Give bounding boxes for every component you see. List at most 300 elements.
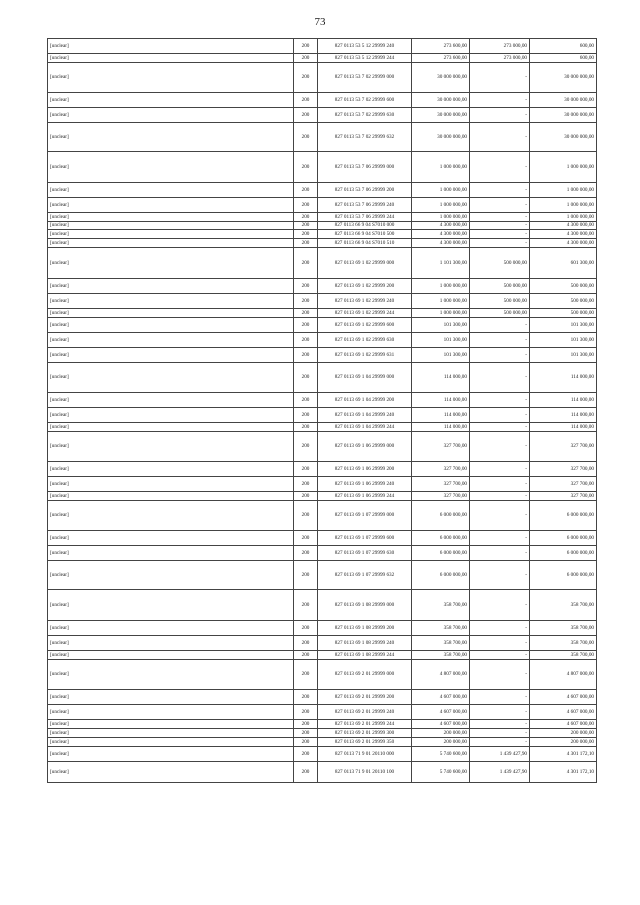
row-executed-amount: - bbox=[470, 432, 530, 462]
row-classification-code: 827 0113 71 9 01 20110 000 bbox=[318, 747, 412, 762]
row-classification-code: 827 0113 69 2 01 29999 300 bbox=[318, 729, 412, 738]
row-approved-amount: 4 607 000,00 bbox=[412, 705, 470, 720]
row-approved-amount: 5 740 600,00 bbox=[412, 762, 470, 783]
row-description: [unclear] bbox=[48, 348, 294, 363]
row-remainder-amount: 200 000,00 bbox=[530, 729, 597, 738]
row-approved-amount: 4 607 000,00 bbox=[412, 720, 470, 729]
row-approved-amount: 1 000 000,00 bbox=[412, 279, 470, 294]
row-classification-code: 827 0113 53 7 06 29999 244 bbox=[318, 213, 412, 222]
row-line-code: 200 bbox=[294, 348, 318, 363]
row-line-code: 200 bbox=[294, 213, 318, 222]
row-remainder-amount: 30 000 000,00 bbox=[530, 123, 597, 152]
row-remainder-amount: 1 000 000,00 bbox=[530, 183, 597, 198]
row-executed-amount: - bbox=[470, 705, 530, 720]
table-row bbox=[48, 294, 597, 309]
row-remainder-amount: 600,00 bbox=[530, 39, 597, 54]
table-row bbox=[48, 408, 597, 423]
row-remainder-amount: 601 300,00 bbox=[530, 248, 597, 279]
row-remainder-amount: 30 000 000,00 bbox=[530, 93, 597, 108]
row-description: [unclear] bbox=[48, 152, 294, 183]
row-executed-amount: - bbox=[470, 393, 530, 408]
row-executed-amount: 500 000,00 bbox=[470, 279, 530, 294]
row-line-code: 200 bbox=[294, 590, 318, 621]
row-line-code: 200 bbox=[294, 279, 318, 294]
row-description: [unclear] bbox=[48, 363, 294, 393]
row-remainder-amount: 358 700,00 bbox=[530, 651, 597, 660]
row-line-code: 200 bbox=[294, 123, 318, 152]
row-description: [unclear] bbox=[48, 636, 294, 651]
row-line-code: 200 bbox=[294, 152, 318, 183]
table-row bbox=[48, 590, 597, 621]
row-remainder-amount: 327 700,00 bbox=[530, 432, 597, 462]
row-line-code: 200 bbox=[294, 477, 318, 492]
row-line-code: 200 bbox=[294, 531, 318, 546]
row-description: [unclear] bbox=[48, 531, 294, 546]
row-classification-code: 827 0113 69 2 01 29999 000 bbox=[318, 660, 412, 690]
row-executed-amount: - bbox=[470, 183, 530, 198]
row-approved-amount: 6 000 000,00 bbox=[412, 501, 470, 531]
row-remainder-amount: 327 700,00 bbox=[530, 477, 597, 492]
row-executed-amount: - bbox=[470, 729, 530, 738]
table-row bbox=[48, 738, 597, 747]
row-line-code: 200 bbox=[294, 690, 318, 705]
row-remainder-amount: 4 301 172,10 bbox=[530, 762, 597, 783]
row-executed-amount: - bbox=[470, 93, 530, 108]
table-row bbox=[48, 762, 597, 783]
row-classification-code: 827 0113 69 1 07 29999 000 bbox=[318, 501, 412, 531]
row-approved-amount: 327 700,00 bbox=[412, 462, 470, 477]
row-approved-amount: 200 000,00 bbox=[412, 729, 470, 738]
row-approved-amount: 30 000 000,00 bbox=[412, 63, 470, 93]
row-description: [unclear] bbox=[48, 318, 294, 333]
row-remainder-amount: 4 300 000,00 bbox=[530, 222, 597, 230]
row-classification-code: 827 0113 69 1 04 29999 000 bbox=[318, 363, 412, 393]
row-description: [unclear] bbox=[48, 720, 294, 729]
row-description: [unclear] bbox=[48, 462, 294, 477]
row-classification-code: 827 0113 53 7 02 29999 600 bbox=[318, 93, 412, 108]
row-executed-amount: - bbox=[470, 690, 530, 705]
row-executed-amount: - bbox=[470, 477, 530, 492]
table-row bbox=[48, 690, 597, 705]
row-approved-amount: 358 700,00 bbox=[412, 651, 470, 660]
table-row bbox=[48, 363, 597, 393]
row-line-code: 200 bbox=[294, 747, 318, 762]
row-classification-code: 827 0113 69 1 02 29999 244 bbox=[318, 309, 412, 318]
row-executed-amount: - bbox=[470, 423, 530, 432]
row-approved-amount: 1 000 000,00 bbox=[412, 198, 470, 213]
row-line-code: 200 bbox=[294, 738, 318, 747]
table-row bbox=[48, 651, 597, 660]
table-row bbox=[48, 621, 597, 636]
row-remainder-amount: 6 000 000,00 bbox=[530, 561, 597, 590]
row-approved-amount: 30 000 000,00 bbox=[412, 108, 470, 123]
row-remainder-amount: 4 300 000,00 bbox=[530, 230, 597, 239]
row-approved-amount: 1 000 000,00 bbox=[412, 152, 470, 183]
row-executed-amount: 1 439 427,90 bbox=[470, 762, 530, 783]
row-approved-amount: 4 300 000,00 bbox=[412, 239, 470, 248]
row-description: [unclear] bbox=[48, 432, 294, 462]
row-remainder-amount: 4 607 000,00 bbox=[530, 690, 597, 705]
row-remainder-amount: 101 300,00 bbox=[530, 333, 597, 348]
row-description: [unclear] bbox=[48, 333, 294, 348]
row-approved-amount: 114 000,00 bbox=[412, 423, 470, 432]
row-executed-amount: - bbox=[470, 318, 530, 333]
row-remainder-amount: 6 000 000,00 bbox=[530, 531, 597, 546]
row-line-code: 200 bbox=[294, 729, 318, 738]
row-remainder-amount: 114 000,00 bbox=[530, 423, 597, 432]
row-approved-amount: 30 000 000,00 bbox=[412, 123, 470, 152]
row-executed-amount: - bbox=[470, 108, 530, 123]
table-row bbox=[48, 198, 597, 213]
row-description: [unclear] bbox=[48, 762, 294, 783]
row-executed-amount: - bbox=[470, 408, 530, 423]
row-executed-amount: - bbox=[470, 462, 530, 477]
row-description: [unclear] bbox=[48, 248, 294, 279]
row-classification-code: 827 0113 69 1 07 29999 600 bbox=[318, 531, 412, 546]
row-description: [unclear] bbox=[48, 690, 294, 705]
row-line-code: 200 bbox=[294, 230, 318, 239]
row-classification-code: 827 0113 69 1 08 29999 240 bbox=[318, 636, 412, 651]
row-description: [unclear] bbox=[48, 123, 294, 152]
row-line-code: 200 bbox=[294, 198, 318, 213]
row-classification-code: 827 0113 53 7 02 29999 630 bbox=[318, 108, 412, 123]
row-remainder-amount: 1 000 000,00 bbox=[530, 198, 597, 213]
row-executed-amount: - bbox=[470, 213, 530, 222]
row-description: [unclear] bbox=[48, 590, 294, 621]
row-description: [unclear] bbox=[48, 93, 294, 108]
row-description: [unclear] bbox=[48, 198, 294, 213]
row-classification-code: 827 0113 69 1 08 29999 000 bbox=[318, 590, 412, 621]
row-description: [unclear] bbox=[48, 660, 294, 690]
table-row bbox=[48, 531, 597, 546]
row-remainder-amount: 200 000,00 bbox=[530, 738, 597, 747]
row-executed-amount: 273 000,00 bbox=[470, 54, 530, 63]
row-description: [unclear] bbox=[48, 738, 294, 747]
row-description: [unclear] bbox=[48, 213, 294, 222]
row-approved-amount: 5 740 600,00 bbox=[412, 747, 470, 762]
row-line-code: 200 bbox=[294, 660, 318, 690]
table-row bbox=[48, 660, 597, 690]
row-description: [unclear] bbox=[48, 222, 294, 230]
row-classification-code: 827 0113 69 1 06 29999 240 bbox=[318, 477, 412, 492]
row-remainder-amount: 6 000 000,00 bbox=[530, 501, 597, 531]
row-classification-code: 827 0113 71 9 01 20110 100 bbox=[318, 762, 412, 783]
row-approved-amount: 358 700,00 bbox=[412, 636, 470, 651]
row-approved-amount: 4 607 000,00 bbox=[412, 690, 470, 705]
row-approved-amount: 6 000 000,00 bbox=[412, 561, 470, 590]
row-remainder-amount: 4 607 000,00 bbox=[530, 720, 597, 729]
row-classification-code: 827 0113 69 1 02 29999 600 bbox=[318, 318, 412, 333]
table-row bbox=[48, 63, 597, 93]
row-classification-code: 827 0113 66 9 04 S7010 510 bbox=[318, 239, 412, 248]
row-executed-amount: 500 000,00 bbox=[470, 309, 530, 318]
row-approved-amount: 200 000,00 bbox=[412, 738, 470, 747]
row-description: [unclear] bbox=[48, 393, 294, 408]
row-line-code: 200 bbox=[294, 39, 318, 54]
row-description: [unclear] bbox=[48, 54, 294, 63]
row-classification-code: 827 0113 69 1 04 29999 240 bbox=[318, 408, 412, 423]
row-description: [unclear] bbox=[48, 651, 294, 660]
table-row bbox=[48, 152, 597, 183]
row-line-code: 200 bbox=[294, 222, 318, 230]
row-line-code: 200 bbox=[294, 621, 318, 636]
row-executed-amount: - bbox=[470, 531, 530, 546]
row-description: [unclear] bbox=[48, 239, 294, 248]
row-line-code: 200 bbox=[294, 54, 318, 63]
row-line-code: 200 bbox=[294, 63, 318, 93]
row-classification-code: 827 0113 69 1 04 29999 244 bbox=[318, 423, 412, 432]
table-row bbox=[48, 248, 597, 279]
table-row bbox=[48, 54, 597, 63]
row-classification-code: 827 0113 69 1 02 29999 000 bbox=[318, 248, 412, 279]
row-executed-amount: - bbox=[470, 230, 530, 239]
row-classification-code: 827 0113 53 5 12 29999 240 bbox=[318, 39, 412, 54]
row-classification-code: 827 0113 69 1 02 29999 240 bbox=[318, 294, 412, 309]
row-description: [unclear] bbox=[48, 230, 294, 239]
table-row bbox=[48, 183, 597, 198]
row-executed-amount: - bbox=[470, 501, 530, 531]
row-approved-amount: 101 300,00 bbox=[412, 318, 470, 333]
row-approved-amount: 1 000 000,00 bbox=[412, 183, 470, 198]
row-remainder-amount: 1 000 000,00 bbox=[530, 152, 597, 183]
row-executed-amount: - bbox=[470, 333, 530, 348]
row-classification-code: 827 0113 53 7 02 29999 632 bbox=[318, 123, 412, 152]
row-approved-amount: 1 000 000,00 bbox=[412, 294, 470, 309]
table-row bbox=[48, 720, 597, 729]
row-classification-code: 827 0113 69 2 01 29999 200 bbox=[318, 690, 412, 705]
row-remainder-amount: 358 700,00 bbox=[530, 590, 597, 621]
row-description: [unclear] bbox=[48, 423, 294, 432]
row-classification-code: 827 0113 69 1 07 29999 632 bbox=[318, 561, 412, 590]
row-classification-code: 827 0113 69 1 02 29999 630 bbox=[318, 333, 412, 348]
row-remainder-amount: 4 607 000,00 bbox=[530, 705, 597, 720]
row-classification-code: 827 0113 69 1 02 29999 200 bbox=[318, 279, 412, 294]
table-row bbox=[48, 393, 597, 408]
row-approved-amount: 101 300,00 bbox=[412, 333, 470, 348]
row-classification-code: 827 0113 69 1 02 29999 631 bbox=[318, 348, 412, 363]
row-classification-code: 827 0113 69 1 04 29999 200 bbox=[318, 393, 412, 408]
row-line-code: 200 bbox=[294, 183, 318, 198]
row-remainder-amount: 327 700,00 bbox=[530, 462, 597, 477]
row-remainder-amount: 101 300,00 bbox=[530, 348, 597, 363]
row-description: [unclear] bbox=[48, 309, 294, 318]
row-remainder-amount: 30 000 000,00 bbox=[530, 108, 597, 123]
row-line-code: 200 bbox=[294, 248, 318, 279]
row-classification-code: 827 0113 53 7 06 29999 000 bbox=[318, 152, 412, 183]
row-description: [unclear] bbox=[48, 294, 294, 309]
row-approved-amount: 6 000 000,00 bbox=[412, 531, 470, 546]
row-classification-code: 827 0113 69 1 06 29999 200 bbox=[318, 462, 412, 477]
row-executed-amount: - bbox=[470, 561, 530, 590]
row-remainder-amount: 327 700,00 bbox=[530, 492, 597, 501]
row-executed-amount: - bbox=[470, 152, 530, 183]
row-executed-amount: - bbox=[470, 590, 530, 621]
row-line-code: 200 bbox=[294, 651, 318, 660]
row-classification-code: 827 0113 53 7 02 29999 000 bbox=[318, 63, 412, 93]
row-remainder-amount: 500 000,00 bbox=[530, 294, 597, 309]
row-classification-code: 827 0113 69 2 01 29999 350 bbox=[318, 738, 412, 747]
row-line-code: 200 bbox=[294, 720, 318, 729]
row-line-code: 200 bbox=[294, 408, 318, 423]
row-approved-amount: 4 300 000,00 bbox=[412, 222, 470, 230]
row-remainder-amount: 1 000 000,00 bbox=[530, 213, 597, 222]
page-number: 73 bbox=[314, 16, 326, 28]
row-line-code: 200 bbox=[294, 108, 318, 123]
row-description: [unclear] bbox=[48, 477, 294, 492]
row-remainder-amount: 4 807 000,00 bbox=[530, 660, 597, 690]
table-row bbox=[48, 462, 597, 477]
row-remainder-amount: 101 300,00 bbox=[530, 318, 597, 333]
row-approved-amount: 1 101 300,00 bbox=[412, 248, 470, 279]
row-description: [unclear] bbox=[48, 705, 294, 720]
row-line-code: 200 bbox=[294, 423, 318, 432]
row-line-code: 200 bbox=[294, 561, 318, 590]
row-approved-amount: 358 700,00 bbox=[412, 590, 470, 621]
row-remainder-amount: 600,00 bbox=[530, 54, 597, 63]
row-classification-code: 827 0113 69 2 01 29999 240 bbox=[318, 705, 412, 720]
row-approved-amount: 4 807 000,00 bbox=[412, 660, 470, 690]
row-executed-amount: - bbox=[470, 363, 530, 393]
table-row bbox=[48, 705, 597, 720]
table-row bbox=[48, 309, 597, 318]
row-line-code: 200 bbox=[294, 294, 318, 309]
row-line-code: 200 bbox=[294, 492, 318, 501]
row-classification-code: 827 0113 69 1 06 29999 000 bbox=[318, 432, 412, 462]
row-description: [unclear] bbox=[48, 561, 294, 590]
row-classification-code: 827 0113 69 1 06 29999 244 bbox=[318, 492, 412, 501]
row-remainder-amount: 30 000 000,00 bbox=[530, 63, 597, 93]
row-classification-code: 827 0113 53 5 12 29999 244 bbox=[318, 54, 412, 63]
row-line-code: 200 bbox=[294, 363, 318, 393]
row-executed-amount: 500 000,00 bbox=[470, 248, 530, 279]
table-row bbox=[48, 93, 597, 108]
table-row bbox=[48, 747, 597, 762]
row-approved-amount: 273 600,00 bbox=[412, 39, 470, 54]
row-line-code: 200 bbox=[294, 705, 318, 720]
row-line-code: 200 bbox=[294, 636, 318, 651]
table-row bbox=[48, 636, 597, 651]
row-executed-amount: - bbox=[470, 63, 530, 93]
table-row bbox=[48, 729, 597, 738]
row-remainder-amount: 6 000 000,00 bbox=[530, 546, 597, 561]
row-approved-amount: 30 000 000,00 bbox=[412, 93, 470, 108]
table-row bbox=[48, 432, 597, 462]
row-remainder-amount: 500 000,00 bbox=[530, 309, 597, 318]
table-row bbox=[48, 239, 597, 248]
table-row bbox=[48, 222, 597, 230]
row-approved-amount: 101 300,00 bbox=[412, 348, 470, 363]
table-row bbox=[48, 492, 597, 501]
table-row bbox=[48, 333, 597, 348]
row-executed-amount: - bbox=[470, 651, 530, 660]
row-approved-amount: 1 000 000,00 bbox=[412, 309, 470, 318]
table-row bbox=[48, 230, 597, 239]
row-remainder-amount: 4 301 172,10 bbox=[530, 747, 597, 762]
row-description: [unclear] bbox=[48, 501, 294, 531]
row-remainder-amount: 358 700,00 bbox=[530, 636, 597, 651]
table-row bbox=[48, 348, 597, 363]
table-row bbox=[48, 477, 597, 492]
row-line-code: 200 bbox=[294, 546, 318, 561]
table-row bbox=[48, 318, 597, 333]
row-classification-code: 827 0113 53 7 06 29999 240 bbox=[318, 198, 412, 213]
table-row bbox=[48, 423, 597, 432]
row-executed-amount: - bbox=[470, 222, 530, 230]
row-line-code: 200 bbox=[294, 393, 318, 408]
row-line-code: 200 bbox=[294, 501, 318, 531]
row-executed-amount: 273 000,00 bbox=[470, 39, 530, 54]
row-approved-amount: 327 700,00 bbox=[412, 432, 470, 462]
table-row bbox=[48, 123, 597, 152]
row-executed-amount: - bbox=[470, 492, 530, 501]
table-row bbox=[48, 546, 597, 561]
row-classification-code: 827 0113 53 7 06 29999 200 bbox=[318, 183, 412, 198]
row-approved-amount: 358 700,00 bbox=[412, 621, 470, 636]
row-executed-amount: - bbox=[470, 660, 530, 690]
row-line-code: 200 bbox=[294, 462, 318, 477]
row-approved-amount: 114 000,00 bbox=[412, 393, 470, 408]
row-description: [unclear] bbox=[48, 279, 294, 294]
row-approved-amount: 273 600,00 bbox=[412, 54, 470, 63]
table-row bbox=[48, 279, 597, 294]
row-classification-code: 827 0113 69 1 08 29999 244 bbox=[318, 651, 412, 660]
row-remainder-amount: 4 300 000,00 bbox=[530, 239, 597, 248]
budget-execution-table bbox=[47, 38, 597, 783]
row-executed-amount: 1 439 427,90 bbox=[470, 747, 530, 762]
row-remainder-amount: 114 000,00 bbox=[530, 363, 597, 393]
row-description: [unclear] bbox=[48, 63, 294, 93]
row-description: [unclear] bbox=[48, 747, 294, 762]
row-executed-amount: - bbox=[470, 720, 530, 729]
table-row bbox=[48, 108, 597, 123]
row-classification-code: 827 0113 66 9 04 S7010 500 bbox=[318, 230, 412, 239]
row-line-code: 200 bbox=[294, 93, 318, 108]
table-row bbox=[48, 39, 597, 54]
row-classification-code: 827 0113 69 2 01 29999 244 bbox=[318, 720, 412, 729]
row-description: [unclear] bbox=[48, 183, 294, 198]
row-description: [unclear] bbox=[48, 108, 294, 123]
row-line-code: 200 bbox=[294, 432, 318, 462]
table-row bbox=[48, 561, 597, 590]
row-remainder-amount: 114 000,00 bbox=[530, 408, 597, 423]
row-executed-amount: - bbox=[470, 239, 530, 248]
row-executed-amount: - bbox=[470, 198, 530, 213]
row-remainder-amount: 358 700,00 bbox=[530, 621, 597, 636]
row-description: [unclear] bbox=[48, 621, 294, 636]
row-executed-amount: - bbox=[470, 621, 530, 636]
row-remainder-amount: 500 000,00 bbox=[530, 279, 597, 294]
row-line-code: 200 bbox=[294, 318, 318, 333]
row-description: [unclear] bbox=[48, 39, 294, 54]
row-description: [unclear] bbox=[48, 546, 294, 561]
row-classification-code: 827 0113 69 1 08 29999 200 bbox=[318, 621, 412, 636]
table-row bbox=[48, 213, 597, 222]
row-line-code: 200 bbox=[294, 333, 318, 348]
table-row bbox=[48, 501, 597, 531]
row-description: [unclear] bbox=[48, 729, 294, 738]
row-approved-amount: 327 700,00 bbox=[412, 492, 470, 501]
row-executed-amount: - bbox=[470, 123, 530, 152]
row-description: [unclear] bbox=[48, 492, 294, 501]
row-line-code: 200 bbox=[294, 762, 318, 783]
row-executed-amount: - bbox=[470, 348, 530, 363]
row-approved-amount: 327 700,00 bbox=[412, 477, 470, 492]
row-executed-amount: - bbox=[470, 546, 530, 561]
row-executed-amount: 500 000,00 bbox=[470, 294, 530, 309]
row-executed-amount: - bbox=[470, 636, 530, 651]
row-executed-amount: - bbox=[470, 738, 530, 747]
row-approved-amount: 114 000,00 bbox=[412, 408, 470, 423]
